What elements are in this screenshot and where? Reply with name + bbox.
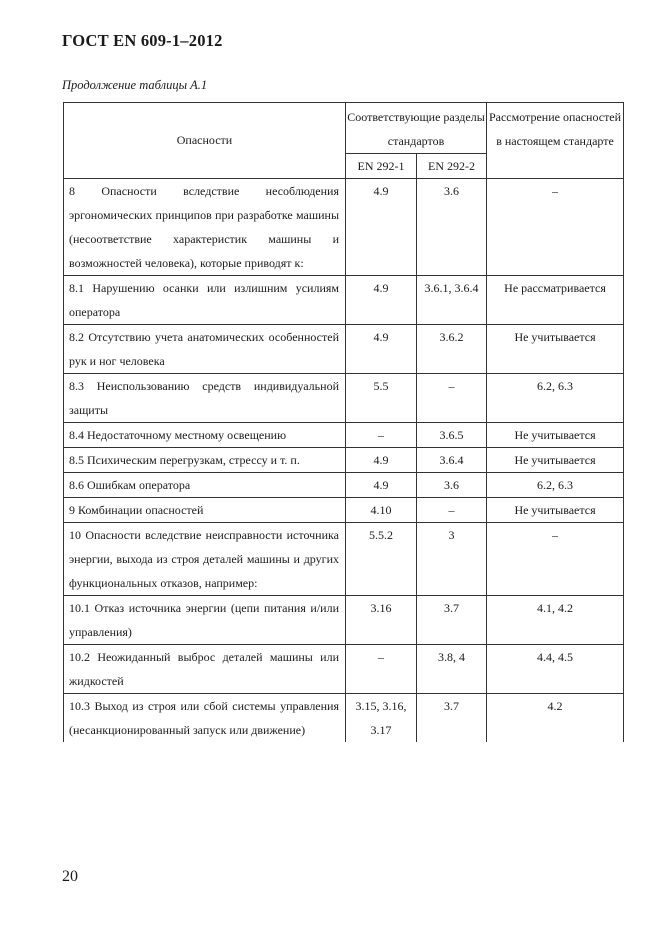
table-row [64,498,624,523]
en-292-1-cell: 4.10 [346,498,417,523]
hazard-cell: 8.6 Ошибкам оператора [64,473,346,498]
en-292-2-cell: 3 [417,523,487,596]
hazards-table [63,102,624,742]
en-292-2-cell: 3.6.1, 3.6.4 [417,276,487,325]
en-292-2-cell: 3.7 [417,694,487,743]
review-cell: – [487,523,624,596]
review-cell: Не учитывается [487,325,624,374]
column-header-en-292-2: EN 292-2 [417,154,487,179]
table-row [64,374,624,423]
hazard-cell: 10.1 Отказ источника энергии (цепи питания и/или управления) [64,596,346,645]
review-cell: Не рассматривается [487,276,624,325]
review-cell: 4.4, 4.5 [487,645,624,694]
review-cell: Не учитывается [487,498,624,523]
table-row [64,596,624,645]
review-cell: 4.2 [487,694,624,743]
en-292-2-cell: 3.6.5 [417,423,487,448]
hazard-cell: 9 Комбинации опасностей [64,498,346,523]
hazard-cell: 10 Опасности вследствие неисправности источника энергии, выхода из строя деталей машины и других функциональных отказов, например: [64,523,346,596]
table-row [64,179,624,276]
document-code: ГОСТ EN 609-1–2012 [62,31,223,50]
en-292-1-cell: 4.9 [346,179,417,276]
hazard-cell: 10.2 Неожиданный выброс деталей машины или жидкостей [64,645,346,694]
en-292-1-cell: 4.9 [346,325,417,374]
table-row [64,645,624,694]
column-header-sections: Соответствующие разделы стандартов [346,103,487,154]
en-292-1-cell: 4.9 [346,276,417,325]
en-292-1-cell: – [346,645,417,694]
page-number: 20 [62,868,78,885]
column-header-hazards: Опасности [64,103,346,179]
column-header-en-292-1: EN 292-1 [346,154,417,179]
en-292-1-cell: 5.5 [346,374,417,423]
en-292-1-cell: 3.16 [346,596,417,645]
table-row [64,694,624,743]
table-row [64,325,624,374]
en-292-1-cell: 5.5.2 [346,523,417,596]
review-cell: 4.1, 4.2 [487,596,624,645]
hazard-cell: 8.4 Недостаточному местному освещению [64,423,346,448]
hazard-cell: 10.3 Выход из строя или сбой системы управления (несанкционированный запуск или движение) [64,694,346,743]
hazard-cell: 8.1 Нарушению осанки или излишним усилиям оператора [64,276,346,325]
en-292-1-cell: – [346,423,417,448]
en-292-2-cell: – [417,374,487,423]
table-row [64,523,624,596]
review-cell: 6.2, 6.3 [487,374,624,423]
en-292-2-cell: 3.7 [417,596,487,645]
en-292-2-cell: 3.6.2 [417,325,487,374]
en-292-1-cell: 3.15, 3.16, 3.17 [346,694,417,743]
en-292-2-cell: 3.6.4 [417,448,487,473]
review-cell: Не учитывается [487,423,624,448]
hazard-cell: 8.3 Неиспользованию средств индивидуальной защиты [64,374,346,423]
table-row [64,473,624,498]
en-292-2-cell: 3.8, 4 [417,645,487,694]
en-292-1-cell: 4.9 [346,448,417,473]
en-292-2-cell: – [417,498,487,523]
table-row [64,423,624,448]
table-caption: Продолжение таблицы А.1 [62,78,208,92]
hazard-cell: 8.5 Психическим перегрузкам, стрессу и т. п. [64,448,346,473]
hazard-cell: 8 Опасности вследствие несоблюдения эргономических принципов при разработке машины (несоответствие характеристик машины и возможностей человека), которые приводят к: [64,179,346,276]
review-cell: Не учитывается [487,448,624,473]
hazard-cell: 8.2 Отсутствию учета анатомических особенностей рук и ног человека [64,325,346,374]
review-cell: – [487,179,624,276]
en-292-2-cell: 3.6 [417,179,487,276]
review-cell: 6.2, 6.3 [487,473,624,498]
table-row [64,276,624,325]
table-row [64,448,624,473]
en-292-1-cell: 4.9 [346,473,417,498]
column-header-review: Рассмотрение опасностей в настоящем стандарте [487,103,624,179]
en-292-2-cell: 3.6 [417,473,487,498]
